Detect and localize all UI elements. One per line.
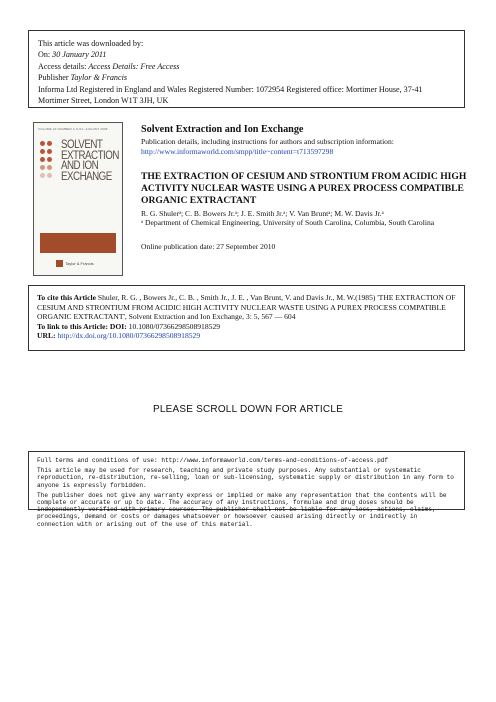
- terms-line: [37, 457, 456, 464]
- article-info: [141, 124, 471, 251]
- publisher-label: Publisher: [38, 73, 71, 83]
- journal-title: Solvent Extraction and Ion Exchange: [141, 124, 304, 135]
- publisher-value: Taylor & Francis: [70, 73, 127, 83]
- cite-paragraph: [37, 293, 456, 322]
- on-label: On:: [38, 50, 53, 60]
- access-value: Access Details: Free Access: [88, 61, 180, 71]
- download-info-box: [28, 30, 465, 108]
- url-label: URL:: [37, 331, 58, 341]
- journal-url-link[interactable]: http://www.informaworld.com/smpp/title~content=t713597298: [141, 146, 334, 156]
- cover-publisher-name: Taylor & Francis: [65, 261, 94, 266]
- download-date: 30 January 2011: [52, 50, 107, 60]
- article-authors: R. G. Shulerᵃ; C. B. Bowers Jr.ᵃ; J. E. Smith Jr.ᵃ; V. Van Bruntᵃ; M. W. Davis Jr.ᵃ: [141, 208, 384, 218]
- cover-color-band: [40, 233, 116, 253]
- registration-text: Informa Ltd Registered in England and Wales Registered Number: 1072954 Registered office: Mortimer House, 37-41 Mortimer Street, London W1T 3JH, UK: [38, 84, 423, 106]
- cover-title-line: EXCHANGE: [61, 170, 112, 183]
- publisher-line: [38, 72, 455, 83]
- disclaimer-paragraph: The publisher does not give any warranty express or implied or make any representation that the contents will be complete or accurate or up to date. The accuracy of any instructions, formulae and drug doses should be independently verified with primary sources. The publisher shall not be liable for any loss, actions, claims, proceedings, demand or costs or damages whatsoever or howsoever caused arising directly or indirectly in connection with or arising out of the use of this material.: [37, 491, 447, 528]
- url-line: [37, 331, 456, 341]
- online-publication-date: Online publication date: 27 September 2010: [141, 241, 276, 251]
- cover-header: VOLUME 23 NUMBER 4 JULY–AUGUST 2005: [38, 127, 108, 131]
- terms-label: Full terms and conditions of use:: [37, 457, 162, 464]
- cover-title-line: SOLVENT: [61, 139, 103, 151]
- publisher-logo-icon: [56, 260, 63, 267]
- cover-dots-graphic: [40, 141, 58, 183]
- download-date-line: [38, 49, 455, 60]
- author-affiliation: ᵃ Department of Chemical Engineering, University of South Carolina, Columbia, South Carolina: [141, 218, 435, 228]
- doi-value: 10.1080/07366298508918529: [128, 321, 221, 331]
- usage-paragraph: This article may be used for research, teaching and private study purposes. Any substantial or systematic reproduction, re-distribution, re-selling, loan or sub-licensing, systematic supply or distribution in any form to anyone is expressly forbidden.: [37, 467, 454, 489]
- downloaded-by-line: This article was downloaded by:: [38, 39, 144, 48]
- scroll-notice: PLEASE SCROLL DOWN FOR ARTICLE: [153, 404, 343, 415]
- article-title: THE EXTRACTION OF CESIUM AND STRONTIUM FROM ACIDIC HIGH ACTIVITY NUCLEAR WASTE USING A PUREX PROCESS COMPATIBLE ORGANIC EXTRACTANT: [141, 171, 467, 206]
- cite-label: To cite this Article: [37, 293, 98, 302]
- citation-box: [28, 285, 465, 351]
- doi-url-link[interactable]: http://dx.doi.org/10.1080/07366298508918529: [57, 331, 201, 341]
- access-details-line: [38, 61, 455, 72]
- publication-details: Publication details, including instructions for authors and subscription information:: [141, 137, 394, 146]
- journal-cover-image: [33, 122, 123, 276]
- cover-publisher-logo: [56, 259, 116, 269]
- doi-line: [37, 322, 456, 332]
- cover-title: [61, 139, 119, 183]
- access-label: Access details:: [38, 61, 89, 71]
- cover-title-line: AND ION: [61, 160, 99, 172]
- cover-title-line: EXTRACTION: [61, 149, 119, 162]
- terms-url-link[interactable]: http://www.informaworld.com/terms-and-conditions-of-access.pdf: [161, 457, 389, 464]
- doi-label: To link to this Article: DOI:: [37, 321, 129, 331]
- cite-text: Shuler, R. G. , Bowers Jr., C. B. , Smith Jr., J. E. , Van Brunt, V. and Davis Jr., M. W.(1985) 'THE EXTRACTION OF CESIUM AND STRONTIUM FROM ACIDIC HIGH ACTIVITY NUCLEAR WASTE USING A PUREX PROCESS COMPATIBLE ORGANIC EXTRACTANT', Solvent Extraction and Ion Exchange, 3: 5, 567 — 604: [37, 293, 456, 322]
- terms-box: [28, 451, 465, 528]
